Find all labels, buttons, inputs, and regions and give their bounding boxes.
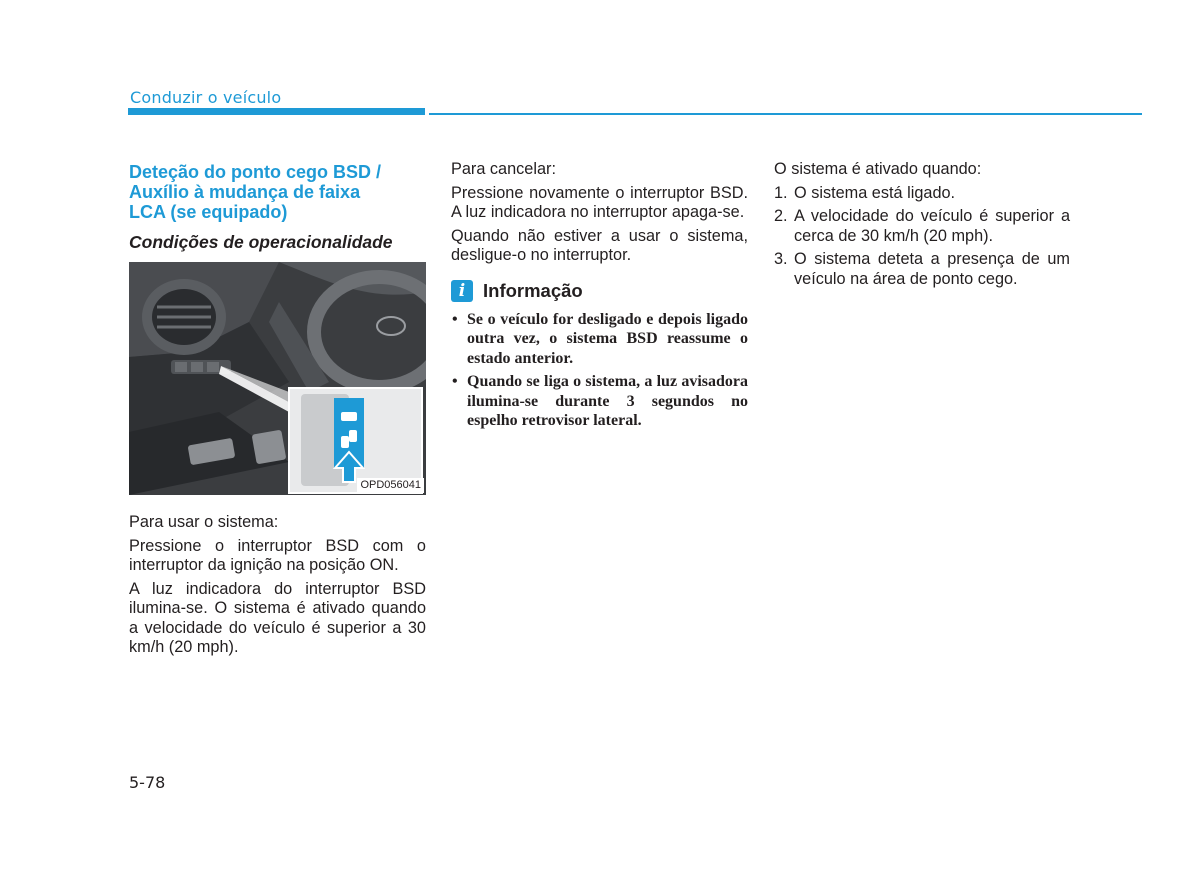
condition-number: 2.	[774, 207, 788, 225]
condition-item	[774, 250, 1070, 289]
section-title-line: LCA (se equipado)	[129, 202, 288, 222]
info-item: • Quando se liga o sistema, a luz avisadora ilumina-se durante 3 segundos no espelho retrovisor lateral.	[451, 372, 748, 431]
info-header	[451, 280, 748, 302]
middle-column	[451, 160, 748, 435]
cancel-text: Pressione novamente o interruptor BSD. A luz indicadora no interruptor apaga-se.	[451, 183, 748, 221]
header-accent-bar	[128, 108, 425, 115]
header-title: Conduzir o veículo	[130, 88, 282, 107]
info-icon: i	[451, 280, 473, 302]
info-list	[451, 310, 748, 431]
indicator-text: A luz indicadora do interruptor BSD ilumina-se. O sistema é ativado quando a velocidade do veículo é superior a 30 km/h (20 mph).	[129, 579, 426, 656]
dashboard-illustration	[129, 262, 426, 495]
off-text: Quando não estiver a usar o sistema, desligue-o no interruptor.	[451, 226, 748, 264]
section-title-line: Deteção do ponto cego BSD /	[129, 162, 382, 182]
condition-number: 3.	[774, 250, 788, 268]
right-column	[774, 160, 1070, 289]
condition-number: 1.	[774, 183, 788, 202]
figure-code: OPD056041	[357, 478, 424, 493]
section-title-line: Auxílio à mudança de faixa	[129, 182, 361, 202]
usage-text: Pressione o interruptor BSD com o interruptor da ignição na posição ON.	[129, 536, 426, 574]
condition-text: A velocidade do veículo é superior a cerca de 30 km/h (20 mph).	[794, 207, 1070, 245]
section-title	[129, 162, 426, 222]
cancel-label: Para cancelar:	[451, 160, 556, 178]
usage-label: Para usar o sistema:	[129, 513, 279, 531]
condition-text: O sistema deteta a presença de um veículo na área de ponto cego.	[794, 250, 1070, 288]
conditions-list	[774, 184, 1070, 290]
info-title: Informação	[483, 279, 583, 301]
left-column	[129, 160, 426, 658]
section-subtitle: Condições de operacionalidade	[129, 232, 393, 252]
conditions-intro: O sistema é ativado quando:	[774, 160, 982, 178]
header-rule	[429, 113, 1142, 115]
info-item: • Se o veículo for desligado e depois ligado outra vez, o sistema BSD reassume o estado anterior.	[451, 310, 748, 369]
condition-item	[774, 207, 1070, 246]
page-number: 5-78	[129, 773, 166, 792]
dashboard-drawing	[129, 262, 426, 495]
condition-item	[774, 184, 1070, 204]
condition-text: O sistema está ligado.	[794, 183, 956, 202]
